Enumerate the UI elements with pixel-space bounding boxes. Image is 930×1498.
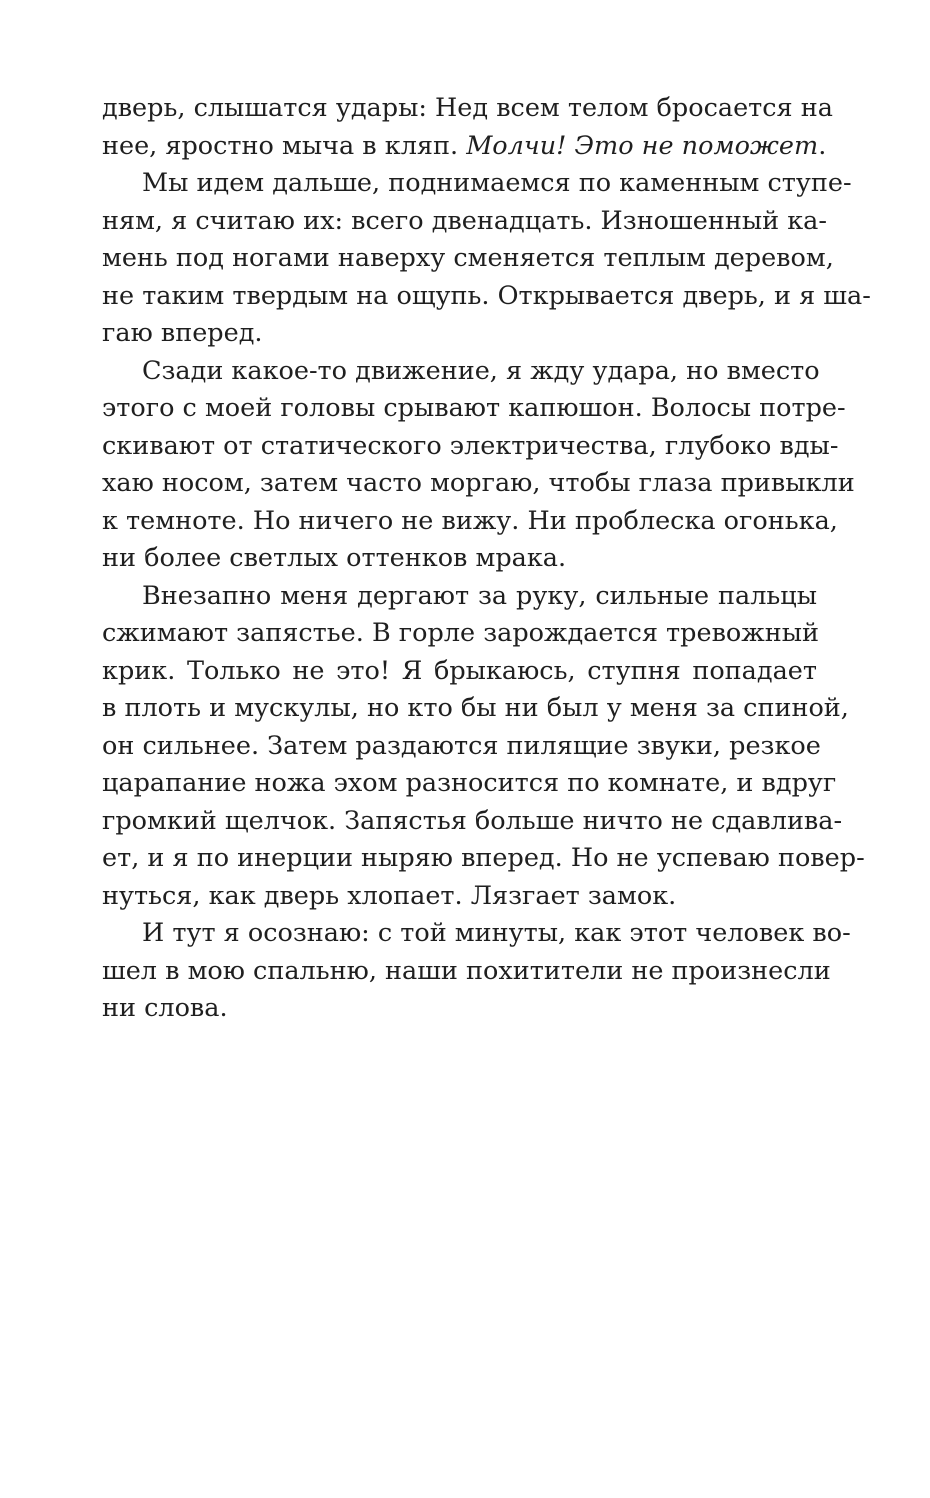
text-segment: царапание ножа эхом разносится по комнате, и вдруг (102, 768, 837, 798)
text-line (102, 428, 839, 466)
text-segment: хаю носом, затем часто моргаю, чтобы глаза привыкли (102, 468, 855, 498)
text-segment: ет, и я по инерции ныряю вперед. Но не успеваю повер- (102, 843, 865, 873)
text-segment: И тут я осознаю: с той минуты, как этот человек во- (142, 918, 851, 948)
body-text (102, 90, 871, 1028)
text-line (102, 578, 817, 616)
text-line (102, 803, 843, 841)
text-segment: не таким твердым на ощупь. Открывается дверь, и я ша- (102, 280, 871, 311)
text-line (102, 653, 817, 691)
text-line (102, 915, 851, 953)
text-segment: в плоть и мускулы, но кто бы ни был у меня за спиной, (102, 693, 849, 723)
text-line (102, 615, 820, 653)
text-line (102, 728, 821, 766)
text-segment: ням, я считаю их: всего двенадцать. Изношенный ка- (102, 205, 827, 236)
text-segment: скивают от статического электричества, глубоко вды- (102, 430, 839, 461)
text-segment: Сзади какое-то движение, я жду удара, но вместо (142, 355, 820, 386)
text-segment: Мы идем дальше, поднимаемся по каменным ступе- (142, 168, 852, 198)
text-segment: ни слова. (102, 993, 228, 1023)
text-line (102, 690, 849, 728)
text-segment: сжимают запястье. В горле зарождается тревожный (102, 618, 820, 648)
text-line (102, 128, 827, 166)
text-segment: громкий щелчок. Запястья больше ничто не сдавлива- (102, 805, 843, 836)
text-segment: нуться, как дверь хлопает. Лязгает замок. (102, 880, 677, 911)
text-line (102, 953, 831, 991)
text-line (102, 315, 817, 353)
text-line (102, 540, 817, 578)
text-segment: шел в мою спальню, наши похитители не произнесли (102, 955, 831, 986)
text-segment: нее, яростно мыча в кляп. (102, 130, 467, 161)
text-segment: он сильнее. Затем раздаются пилящие звуки, резкое (102, 730, 821, 761)
italic-text-segment: Молчи! Это не поможет (466, 130, 819, 161)
text-line (102, 503, 838, 541)
text-segment: гаю вперед. (102, 318, 263, 348)
text-segment: Внезапно меня дергают за руку, сильные пальцы (142, 580, 817, 611)
text-line (102, 840, 865, 878)
text-segment: этого с моей головы срывают капюшон. Волосы потре- (102, 393, 846, 423)
text-line (102, 990, 817, 1028)
text-line (102, 390, 846, 428)
text-line (102, 203, 827, 241)
text-segment: крик. Только не это! Я брыкаюсь, ступня попадает (102, 655, 817, 686)
text-line (102, 90, 833, 128)
text-segment: . (818, 130, 827, 161)
text-line (102, 240, 834, 278)
text-line (102, 165, 852, 203)
text-segment: к темноте. Но ничего не вижу. Ни проблеска огонька, (102, 505, 838, 536)
text-segment: мень под ногами наверху сменяется теплым деревом, (102, 243, 834, 273)
text-segment: ни более светлых оттенков мрака. (102, 543, 567, 573)
text-line (102, 465, 855, 503)
text-line (102, 353, 820, 391)
text-segment: дверь, слышатся удары: Нед всем телом бросается на (102, 93, 833, 123)
text-line (102, 878, 817, 916)
text-line (102, 765, 837, 803)
text-line (102, 278, 871, 316)
